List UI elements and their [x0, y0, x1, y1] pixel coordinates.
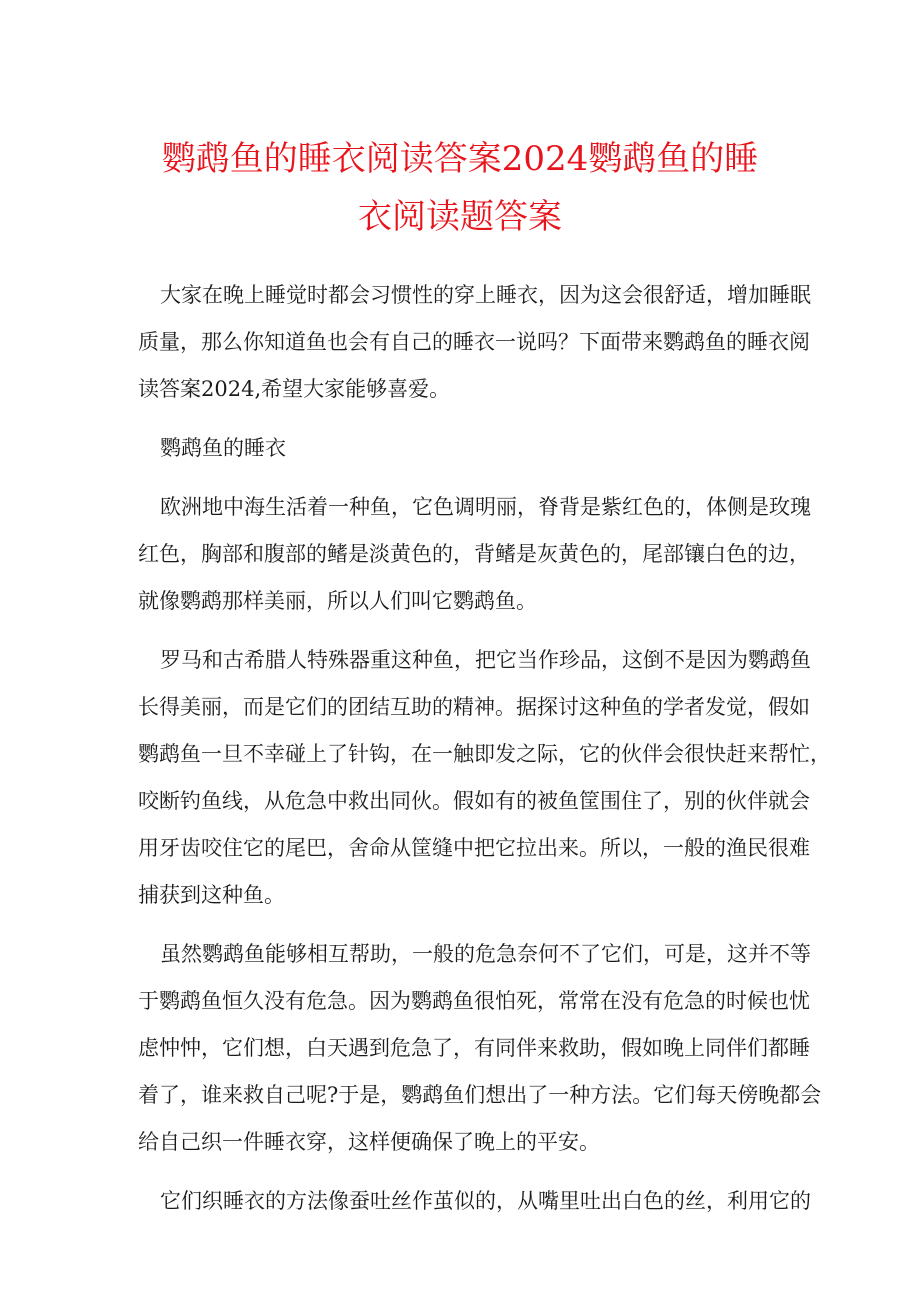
- body-paragraph: [138, 484, 811, 625]
- text-line: 欧洲地中海生活着一种鱼，它色调明丽，脊背是紫红色的，体侧是玫瑰: [160, 495, 811, 519]
- section-heading: [138, 425, 788, 472]
- text-line: 给自己织一件睡衣穿，这样便确保了晚上的平安。: [138, 1130, 600, 1154]
- text-line: 罗马和古希腊人特殊器重这种鱼，把它当作珍品，这倒不是因为鹦鹉鱼: [160, 648, 811, 672]
- text-line: 虽然鹦鹉鱼能够相互帮助，一般的危急奈何不了它们，可是，这并不等: [160, 942, 811, 966]
- text-line: 虑忡忡，它们想，白天遇到危急了，有同伴来救助，假如晚上同伴们都睡: [138, 1036, 810, 1060]
- text-line: 质量，那么你知道鱼也会有自己的睡衣一说吗？下面带来鹦鹉鱼的睡衣阅: [138, 330, 810, 354]
- body-paragraph: [138, 931, 822, 1166]
- text-line: 大家在晚上睡觉时都会习惯性的穿上睡衣，因为这会很舒适，增加睡眠: [160, 283, 811, 307]
- text-line: 它们织睡衣的方法像蚕吐丝作茧似的，从嘴里吐出白色的丝，利用它的: [160, 1189, 811, 1213]
- text-line: 捕获到这种鱼。: [138, 883, 285, 907]
- body-paragraph: [138, 637, 831, 919]
- title-line: 鹦鹉鱼的睡衣阅读答案2024鹦鹉鱼的睡: [161, 139, 759, 179]
- title-line: 衣阅读题答案: [358, 197, 562, 237]
- text-line: 就像鹦鹉那样美丽，所以人们叫它鹦鹉鱼。: [138, 589, 537, 613]
- text-line: 鹦鹉鱼一旦不幸碰上了针钩，在一触即发之际，它的伙伴会很快赶来帮忙，: [138, 742, 831, 766]
- body-paragraph: [138, 1178, 811, 1225]
- text-line: 着了，谁来救自己呢?于是，鹦鹉鱼们想出了一种方法。它们每天傍晚都会: [138, 1083, 822, 1107]
- text-line: 鹦鹉鱼的睡衣: [160, 436, 286, 460]
- text-line: 咬断钓鱼线，从危急中救出同伙。假如有的被鱼筐围住了，别的伙伴就会: [138, 789, 810, 813]
- text-line: 长得美丽，而是它们的团结互助的精神。据探讨这种鱼的学者发觉，假如: [138, 695, 810, 719]
- text-line: 用牙齿咬住它的尾巴，舍命从筐缝中把它拉出来。所以，一般的渔民很难: [138, 836, 810, 860]
- document-body: [138, 272, 831, 1237]
- text-line: 红色，胸部和腹部的鳍是淡黄色的，背鳍是灰黄色的，尾部镶白色的边，: [138, 542, 810, 566]
- document-title: [130, 130, 790, 246]
- text-line: 于鹦鹉鱼恒久没有危急。因为鹦鹉鱼很怕死，常常在没有危急的时候也忧: [138, 989, 810, 1013]
- intro-paragraph: [138, 272, 811, 413]
- text-line: 读答案2024,希望大家能够喜爱。: [138, 377, 451, 401]
